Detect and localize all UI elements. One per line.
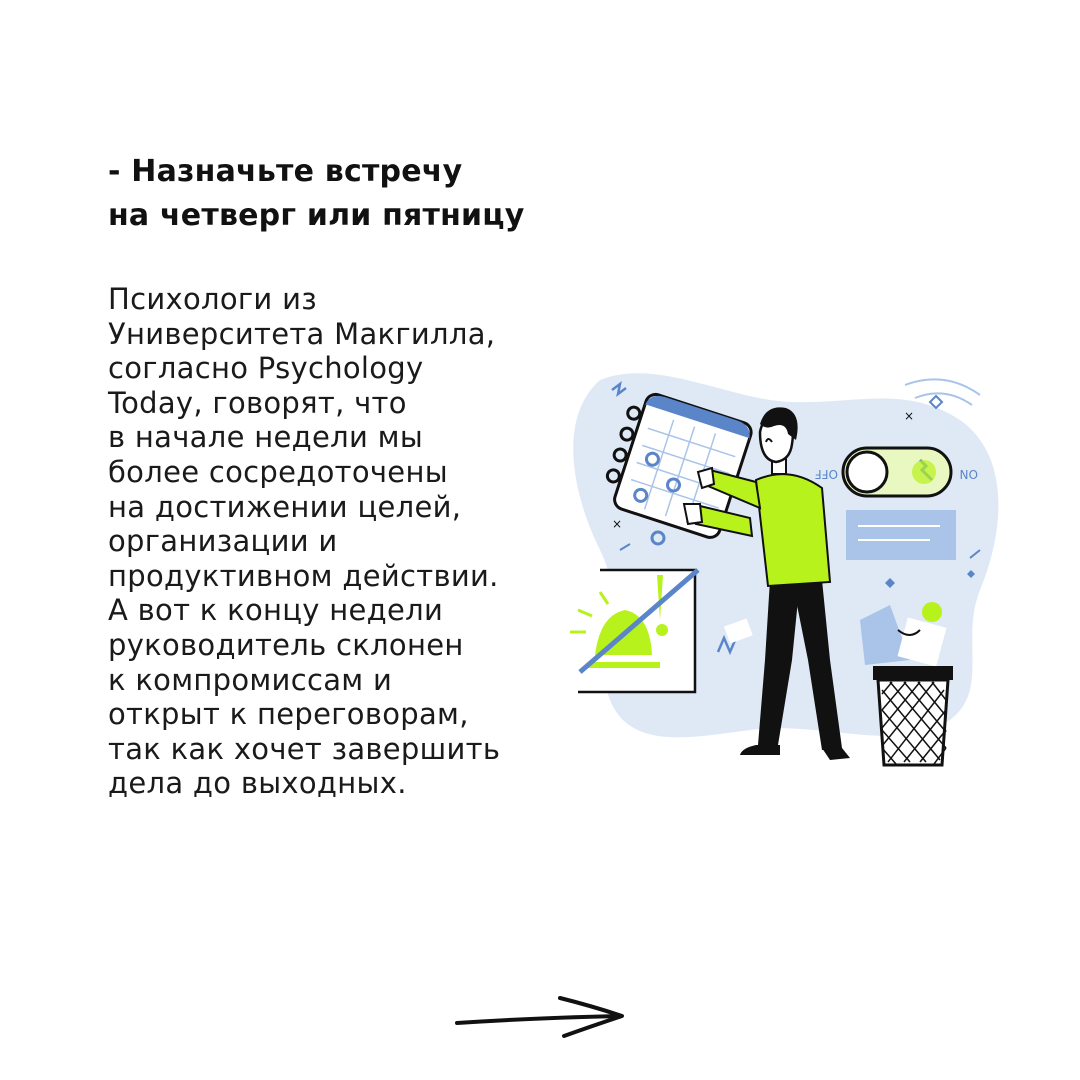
- body-line: на достижении целей,: [108, 489, 462, 524]
- message-card-icon: [846, 510, 956, 560]
- cross-mark: ×: [612, 517, 623, 531]
- body-line: так как хочет завершить: [108, 731, 501, 766]
- slide-body: [108, 282, 578, 801]
- alarm-bell-off-icon: [570, 570, 698, 692]
- body-line: руководитель склонен: [108, 627, 464, 662]
- slide-heading: [108, 150, 628, 238]
- body-line: А вот к концу недели: [108, 593, 444, 628]
- body-line: открыт к переговорам,: [108, 697, 469, 732]
- toggle-off-label: OFF: [814, 467, 838, 481]
- toggle-on-label: ON: [959, 467, 978, 481]
- body-line: согласно Psychology: [108, 351, 424, 386]
- heading-line: - Назначьте встречу: [108, 154, 463, 189]
- body-line: Психологи из: [108, 282, 317, 316]
- person-with-calendar-illustration: [560, 360, 1020, 780]
- cross-mark: ×: [904, 409, 915, 423]
- heading-line: на четверг или пятницу: [108, 198, 525, 233]
- body-line: организации и: [108, 524, 338, 559]
- body-line: более сосредоточены: [108, 454, 448, 489]
- arrow-right-icon[interactable]: [452, 990, 632, 1040]
- body-line: в начале недели мы: [108, 420, 424, 455]
- body-line: продуктивном действии.: [108, 558, 499, 593]
- body-line: к компромиссам и: [108, 662, 393, 697]
- body-line: дела до выходных.: [108, 766, 407, 801]
- body-line: Университета Макгилла,: [108, 316, 496, 351]
- body-line: Today, говорят, что: [108, 385, 407, 420]
